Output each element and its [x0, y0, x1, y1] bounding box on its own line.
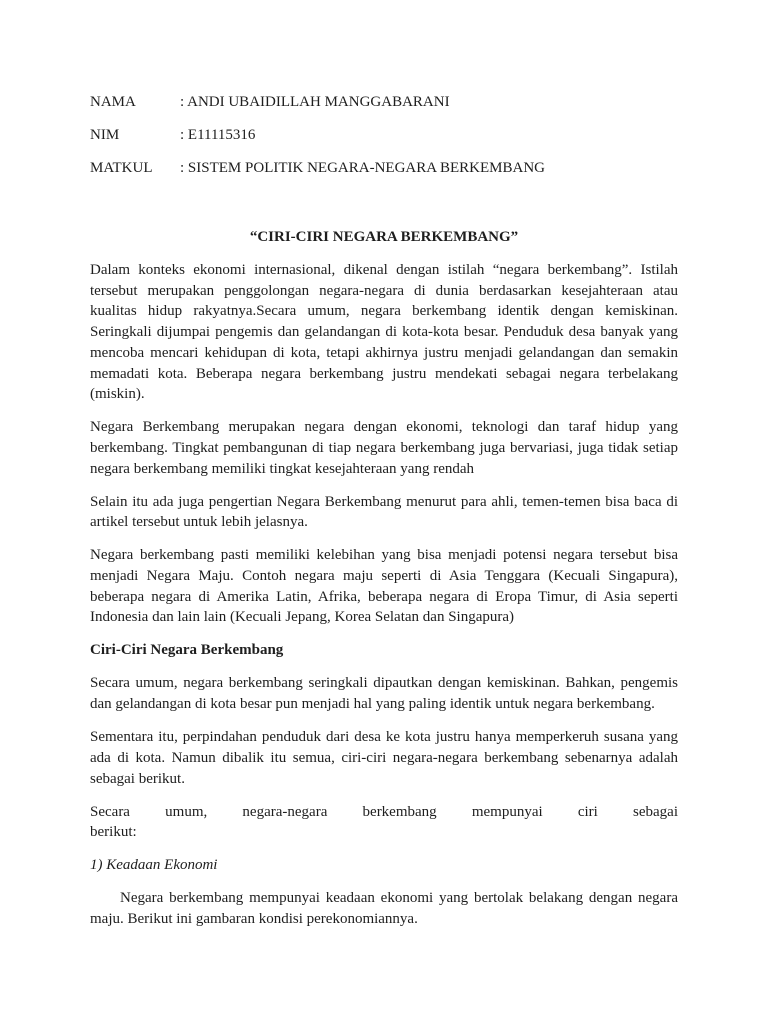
- paragraph-line: Dalam konteks ekonomi internasional, dikenal dengan istilah “negara berkembang”. Istilah: [90, 262, 678, 278]
- paragraph: [90, 260, 678, 405]
- field-label: NIM: [90, 127, 120, 143]
- paragraph-line: Negara Berkembang merupakan negara dengan ekonomi, teknologi dan taraf hidup yang: [90, 419, 678, 436]
- header-field-nim: [90, 125, 678, 146]
- paragraph-line: maju. Berikut ini gambaran kondisi perekonomiannya.: [90, 910, 418, 927]
- paragraph-line: Seringkali dijumpai pengemis dan gelandangan di kota-kota besar. Penduduk desa banyak yang: [90, 324, 678, 341]
- paragraph-line: mencoba mencari kehidupan di kota, tetapi akhirnya justru menjadi gelandangan dan semakin: [90, 344, 678, 361]
- field-separator: :: [180, 160, 185, 176]
- paragraph: [90, 492, 678, 533]
- paragraph-line: beberapa negara di Amerika Latin, Afrika, beberapa negara di Eropa Timur, di Asia seperti: [90, 588, 678, 605]
- paragraph-line: ada di kota. Namun dibalik itu semua, ciri-ciri negara-negara berkembang sebenarnya adalah: [90, 749, 678, 766]
- paragraph-line: Negara berkembang pasti memiliki kelebihan yang bisa menjadi potensi negara tersebut bisa: [90, 547, 678, 564]
- header-field-nama: [90, 92, 678, 113]
- field-label: MATKUL: [90, 160, 153, 176]
- paragraph-line: (miskin).: [90, 386, 145, 403]
- paragraph-line: sebagai berikut.: [90, 770, 185, 787]
- field-value: ANDI UBAIDILLAH MANGGABARANI: [187, 94, 450, 110]
- paragraph: [90, 802, 678, 843]
- paragraph-line: menjadi Negara Maju. Contoh negara maju seperti di Asia Tenggara (Kecuali Singapura),: [90, 568, 678, 585]
- field-separator: :: [180, 94, 185, 110]
- paragraph-line: berikut:: [90, 824, 137, 841]
- paragraph: [90, 673, 678, 714]
- paragraph-line: artikel tersebut untuk lebih jelasnya.: [90, 514, 308, 531]
- paragraph-line: tersebut merupakan penggolongan negara-negara di dunia berdasarkan kesejahteraan atau: [90, 282, 678, 299]
- paragraph-line: Selain itu ada juga pengertian Negara Berkembang menurut para ahli, temen-temen bisa baca di: [90, 493, 678, 510]
- field-separator: :: [180, 127, 185, 143]
- paragraph-line: dan gelandangan di kota besar pun menjadi hal yang paling identik untuk negara berkembang.: [90, 696, 655, 713]
- document-body: [90, 260, 678, 942]
- header-field-matkul: [90, 158, 678, 179]
- paragraph: [90, 417, 678, 479]
- paragraph-line: kualitas hidup rakyatnya.Secara umum, negara berkembang identik dengan kemiskinan.: [90, 303, 678, 320]
- paragraph-line: Sementara itu, perpindahan penduduk dari desa ke kota justru hanya memperkeruh susana yang: [90, 729, 678, 746]
- paragraph-line: memadati kota. Beberapa negara berkembang justru mendekati sebagai negara terbelakang: [90, 365, 678, 382]
- paragraph-line: negara berkembang memiliki tingkat kesejahteraan yang rendah: [90, 460, 475, 477]
- field-value: E11115316: [187, 127, 256, 143]
- field-value: SISTEM POLITIK NEGARA-NEGARA BERKEMBANG: [187, 160, 546, 176]
- paragraph-line: Secara umum, negara berkembang seringkali dipautkan dengan kemiskinan. Bahkan, pengemis: [90, 675, 678, 692]
- paragraph: [90, 888, 678, 929]
- paragraph-line: Negara berkembang mempunyai keadaan ekonomi yang bertolak belakang dengan negara: [120, 890, 678, 907]
- subsection-heading: 1) Keadaan Ekonomi: [90, 857, 218, 874]
- paragraph-line: berkembang. Tingkat pembangunan di tiap negara berkembang juga bervariasi, juga tidak setiap: [90, 439, 678, 456]
- section-heading: Ciri-Ciri Negara Berkembang: [90, 642, 284, 659]
- paragraph-line: Indonesia dan lain lain (Kecuali Jepang, Korea Selatan dan Singapura): [90, 609, 515, 626]
- paragraph-line: Secara umum, negara-negara berkembang mempunyai ciri sebagai: [90, 803, 678, 820]
- document-title: “CIRI-CIRI NEGARA BERKEMBANG”: [249, 229, 519, 245]
- paragraph: [90, 545, 678, 628]
- paragraph: [90, 727, 678, 789]
- field-label: NAMA: [90, 94, 136, 110]
